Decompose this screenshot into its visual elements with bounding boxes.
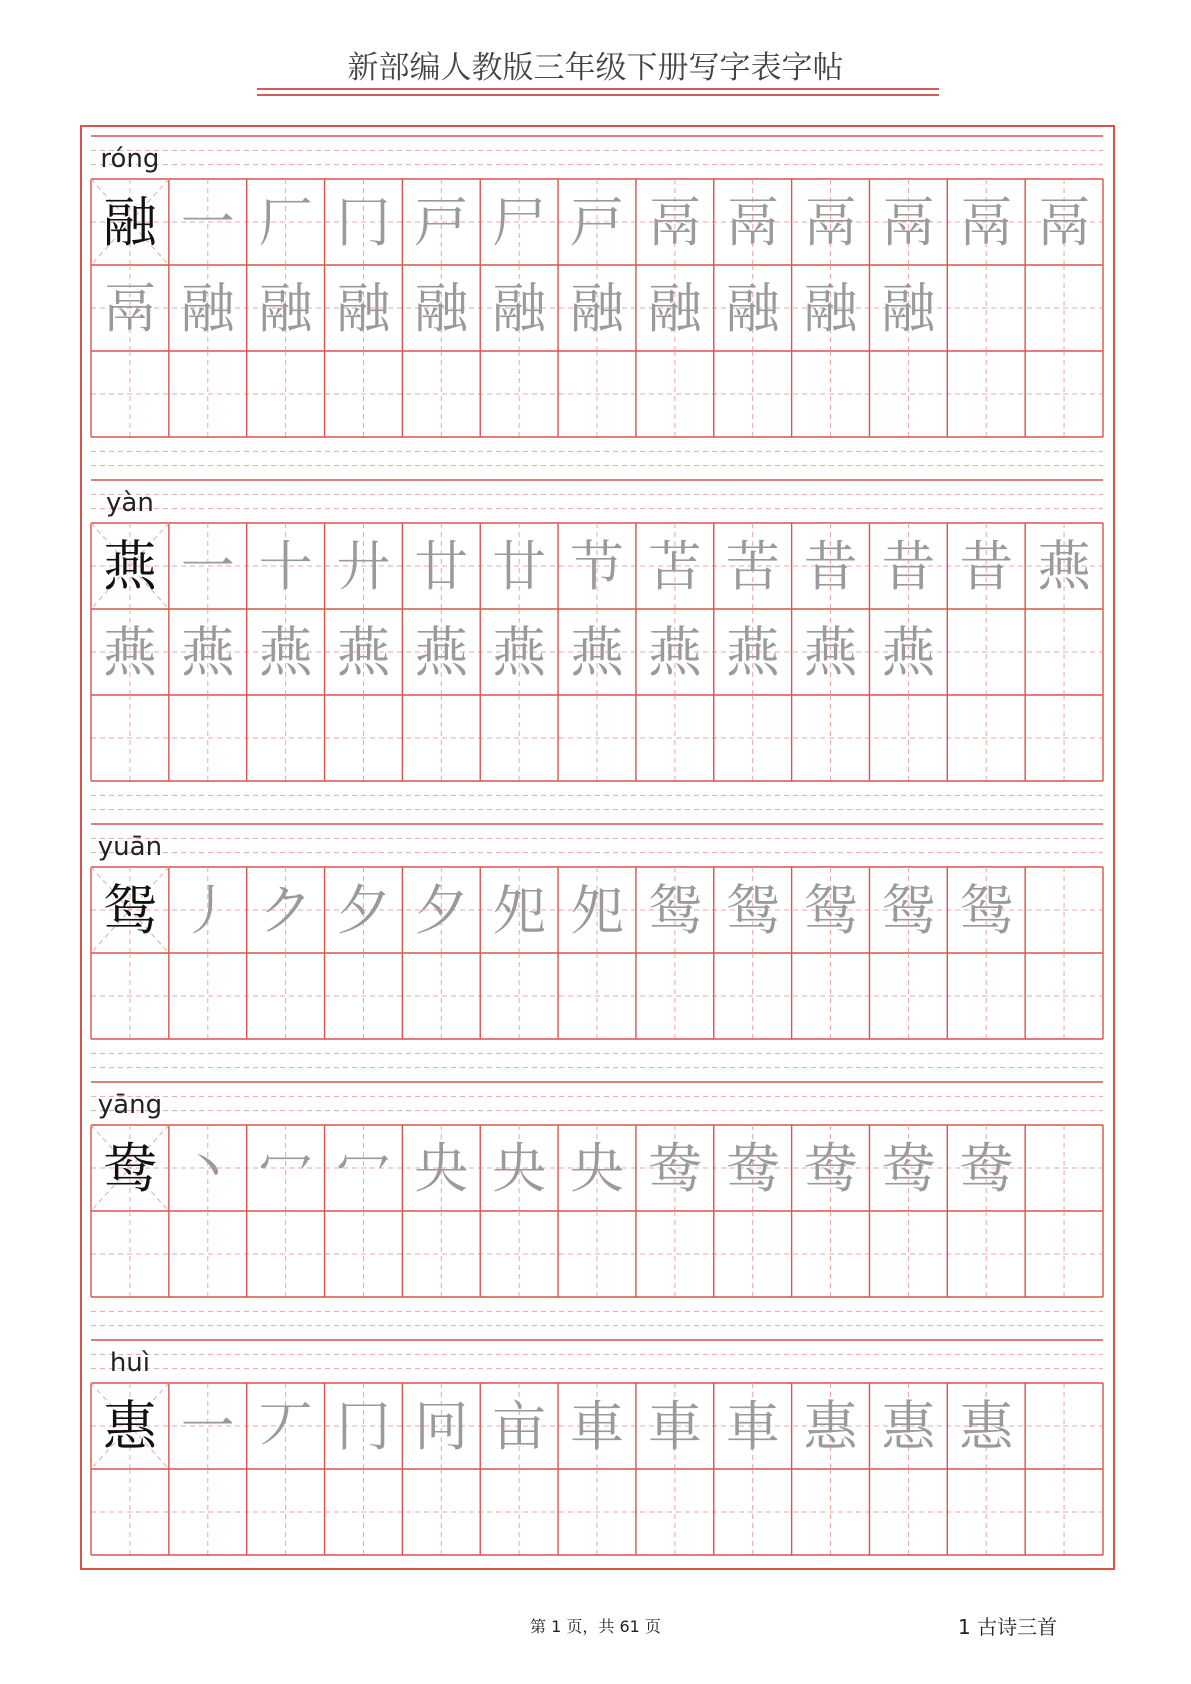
stroke-order-step: 鸯 (881, 1137, 936, 1200)
model-character: 鸯 (102, 1137, 157, 1200)
stroke-order-step: 燕 (1037, 535, 1092, 598)
stroke-order-step: 戸 (414, 191, 469, 254)
stroke-order-step: 戸 (570, 191, 624, 254)
stroke-order-step: 融 (647, 277, 702, 340)
pinyin-label: yàn (106, 488, 154, 518)
stroke-order-step: 丆 (258, 1395, 313, 1458)
stroke-order-step: 燕 (336, 621, 391, 684)
stroke-order-step: 节 (570, 535, 624, 598)
stroke-order-step: 燕 (258, 621, 313, 684)
model-character: 惠 (102, 1395, 157, 1458)
stroke-order-step: 鸯 (803, 1137, 858, 1200)
stroke-order-step: 鬲 (959, 191, 1014, 254)
stroke-order-step: 廿 (414, 535, 469, 598)
page-number: 第 1 页，共 61 页 (530, 1617, 661, 1636)
stroke-order-step: 厂 (258, 191, 313, 254)
stroke-order-step: 冂 (336, 1395, 391, 1458)
pinyin-label: yāng (97, 1090, 163, 1120)
stroke-order-step: 燕 (803, 621, 858, 684)
model-character: 鸳 (102, 879, 157, 942)
stroke-order-step: 央 (492, 1137, 547, 1200)
stroke-order-step: 鸳 (725, 879, 780, 942)
stroke-order-step: 昔 (803, 535, 858, 598)
stroke-order-step: 燕 (414, 621, 469, 684)
stroke-order-step: 融 (725, 277, 780, 340)
stroke-order-step: 一 (180, 1395, 235, 1458)
stroke-order-step: 鸯 (725, 1137, 780, 1200)
stroke-order-step: 鬲 (102, 277, 157, 340)
stroke-order-step: 車 (647, 1395, 702, 1458)
stroke-order-step: 夗 (492, 879, 547, 942)
stroke-order-step: 融 (180, 277, 235, 340)
stroke-order-step: 鸳 (881, 879, 936, 942)
stroke-order-step: 亩 (492, 1395, 547, 1458)
stroke-order-step: 融 (414, 277, 469, 340)
stroke-order-step: 融 (258, 277, 313, 340)
stroke-order-step: 鸳 (959, 879, 1014, 942)
stroke-order-step: 尸 (492, 191, 547, 254)
stroke-order-step: 惠 (881, 1395, 936, 1458)
stroke-order-step: 廿 (492, 535, 547, 598)
stroke-order-step: 融 (492, 277, 547, 340)
stroke-order-step: 鸯 (959, 1137, 1014, 1200)
pinyin-label: yuān (97, 832, 163, 862)
stroke-order-step: 冖 (336, 1137, 391, 1200)
stroke-order-step: 燕 (570, 621, 624, 684)
stroke-order-step: 車 (570, 1395, 624, 1458)
lesson-label: 1 古诗三首 (958, 1615, 1058, 1639)
stroke-order-step: 惠 (803, 1395, 858, 1458)
stroke-order-step: ク (258, 879, 313, 942)
stroke-order-step: 融 (336, 277, 391, 340)
stroke-order-step: 鬲 (881, 191, 936, 254)
stroke-order-step: 十 (258, 535, 313, 598)
stroke-order-step: 夕 (414, 879, 469, 942)
stroke-order-step: 燕 (180, 621, 235, 684)
stroke-order-step: 冋 (414, 1395, 469, 1458)
stroke-order-step: 昔 (959, 535, 1014, 598)
stroke-order-step: 冂 (336, 191, 391, 254)
stroke-order-step: 苦 (725, 535, 780, 598)
stroke-order-step: 央 (414, 1137, 469, 1200)
stroke-order-step: 丿 (180, 879, 235, 942)
stroke-order-step: 燕 (492, 621, 547, 684)
stroke-order-step: 車 (725, 1395, 780, 1458)
stroke-order-step: 廾 (336, 535, 391, 598)
stroke-order-step: 鸯 (647, 1137, 702, 1200)
stroke-order-step: 鬲 (725, 191, 780, 254)
stroke-order-step: 融 (881, 277, 936, 340)
stroke-order-step: 鬲 (647, 191, 702, 254)
model-character: 融 (102, 191, 157, 254)
pinyin-label: róng (100, 144, 160, 174)
stroke-order-step: 夕 (336, 879, 391, 942)
stroke-order-step: 一 (180, 191, 235, 254)
stroke-order-step: 鸳 (647, 879, 702, 942)
stroke-order-step: 一 (180, 535, 235, 598)
stroke-order-step: 融 (570, 277, 624, 340)
pinyin-label: huì (109, 1348, 151, 1378)
stroke-order-step: 燕 (725, 621, 780, 684)
stroke-order-step: 冖 (258, 1137, 313, 1200)
stroke-order-step: 苫 (647, 535, 702, 598)
page-title: 新部编人教版三年级下册写字表字帖 (347, 50, 844, 86)
stroke-order-step: 鬲 (803, 191, 858, 254)
stroke-order-step: 夗 (570, 879, 624, 942)
stroke-order-step: 央 (570, 1137, 624, 1200)
stroke-order-step: 融 (803, 277, 858, 340)
stroke-order-step: 丶 (180, 1137, 235, 1200)
stroke-order-step: 燕 (102, 621, 157, 684)
stroke-order-step: 鸳 (803, 879, 858, 942)
model-character: 燕 (102, 535, 157, 598)
stroke-order-step: 鬲 (1037, 191, 1092, 254)
stroke-order-step: 惠 (959, 1395, 1014, 1458)
stroke-order-step: 燕 (647, 621, 702, 684)
stroke-order-step: 燕 (881, 621, 936, 684)
stroke-order-step: 昔 (881, 535, 936, 598)
